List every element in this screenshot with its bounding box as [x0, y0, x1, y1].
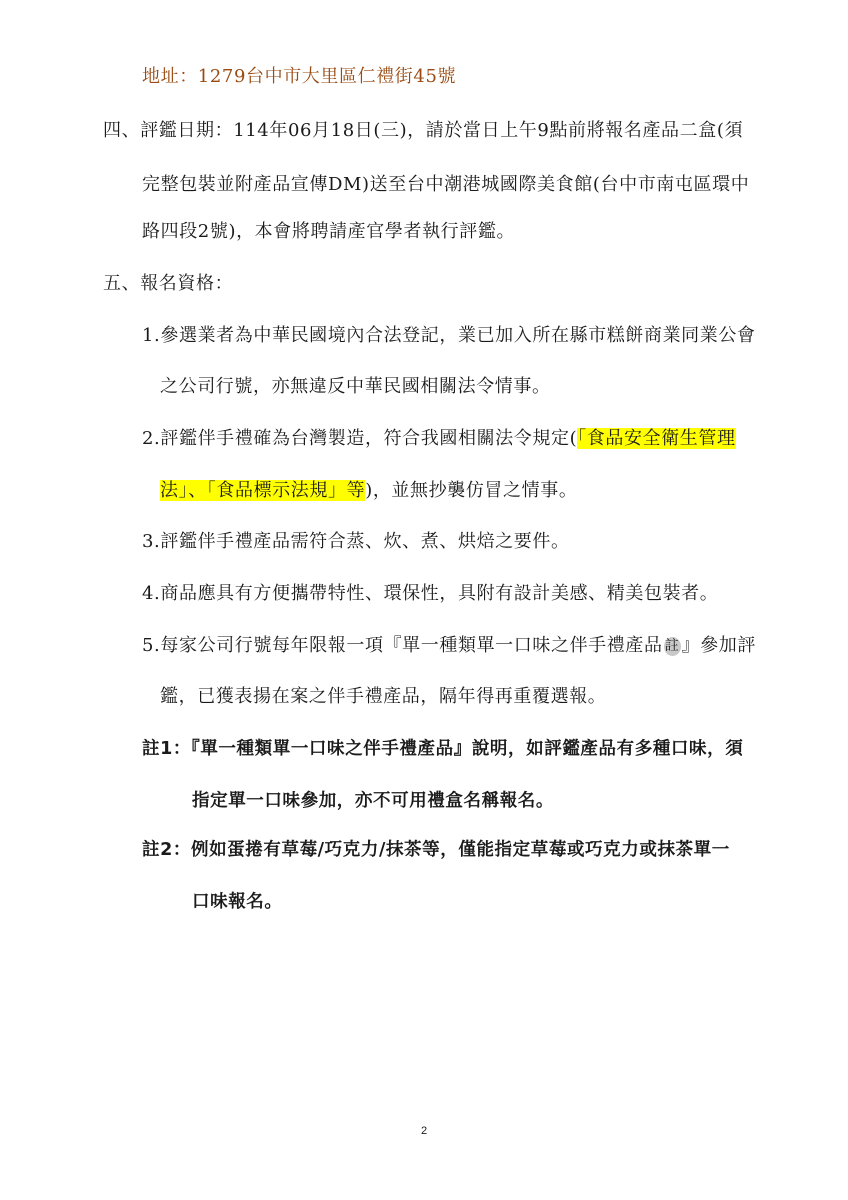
section5-heading: 五、報名資格： — [103, 273, 234, 294]
item2-line2-text: )，並無抄襲仿冒之情事。 — [365, 480, 578, 501]
item2-line1 — [142, 426, 736, 452]
item4-line: 4.商品應具有方便攜帶特性、環保性，具附有設計美感、精美包裝者。 — [142, 583, 719, 604]
section4-line2: 完整包裝並附產品宣傳DM)送至台中潮港城國際美食館(台中市南屯區環中 — [142, 174, 750, 195]
page-number: 2 — [420, 1125, 428, 1137]
note1-line2: 指定單一口味參加，亦不可用禮盒名稱報名。 — [192, 791, 554, 811]
item1-line2: 之公司行號，亦無違反中華民國相關法令情事。 — [160, 376, 551, 397]
section4-line3: 路四段2號)，本會將聘請產官學者執行評鑑。 — [142, 221, 516, 242]
item1-line1: 1.參選業者為中華民國境內合法登記，業已加入所在縣市糕餅商業同業公會 — [142, 325, 756, 346]
item3-line: 3.評鑑伴手禮產品需符合蒸、炊、煮、烘焙之要件。 — [142, 531, 570, 552]
item5-line2: 鑑，已獲表揚在案之伴手禮產品，隔年得再重覆選報。 — [160, 686, 607, 707]
item5-line1-tail: 』參加評 — [681, 635, 756, 656]
item2-line1-text: 2.評鑑伴手禮確為台灣製造，符合我國相關法令規定( — [142, 428, 578, 449]
item2-highlight-2: 法」、「食品標示法規」等 — [160, 480, 366, 501]
note2-line2: 口味報名。 — [192, 892, 283, 912]
item5-line1-text: 5.每家公司行號每年限報一項『單一種類單一口味之伴手禮產品 — [142, 635, 663, 656]
item2-line2 — [160, 478, 577, 504]
address-line: 地址：1279台中市大里區仁禮街45號 — [142, 66, 457, 87]
item2-highlight-1: 「食品安全衛生管理 — [577, 428, 736, 449]
note-mark-badge: 註 — [664, 638, 680, 654]
note1-line1: 註1：『單一種類單一口味之伴手禮產品』說明，如評鑑產品有多種口味，須 — [142, 739, 744, 759]
section4-line1: 四、評鑑日期：114年06月18日(三)，請於當日上午9點前將報名產品二盒(須 — [103, 120, 744, 141]
note2-line1: 註2：例如蛋捲有草莓/巧克力/抹茶等，僅能指定草莓或巧克力或抹茶單一 — [142, 840, 730, 860]
item5-line1 — [142, 633, 756, 659]
